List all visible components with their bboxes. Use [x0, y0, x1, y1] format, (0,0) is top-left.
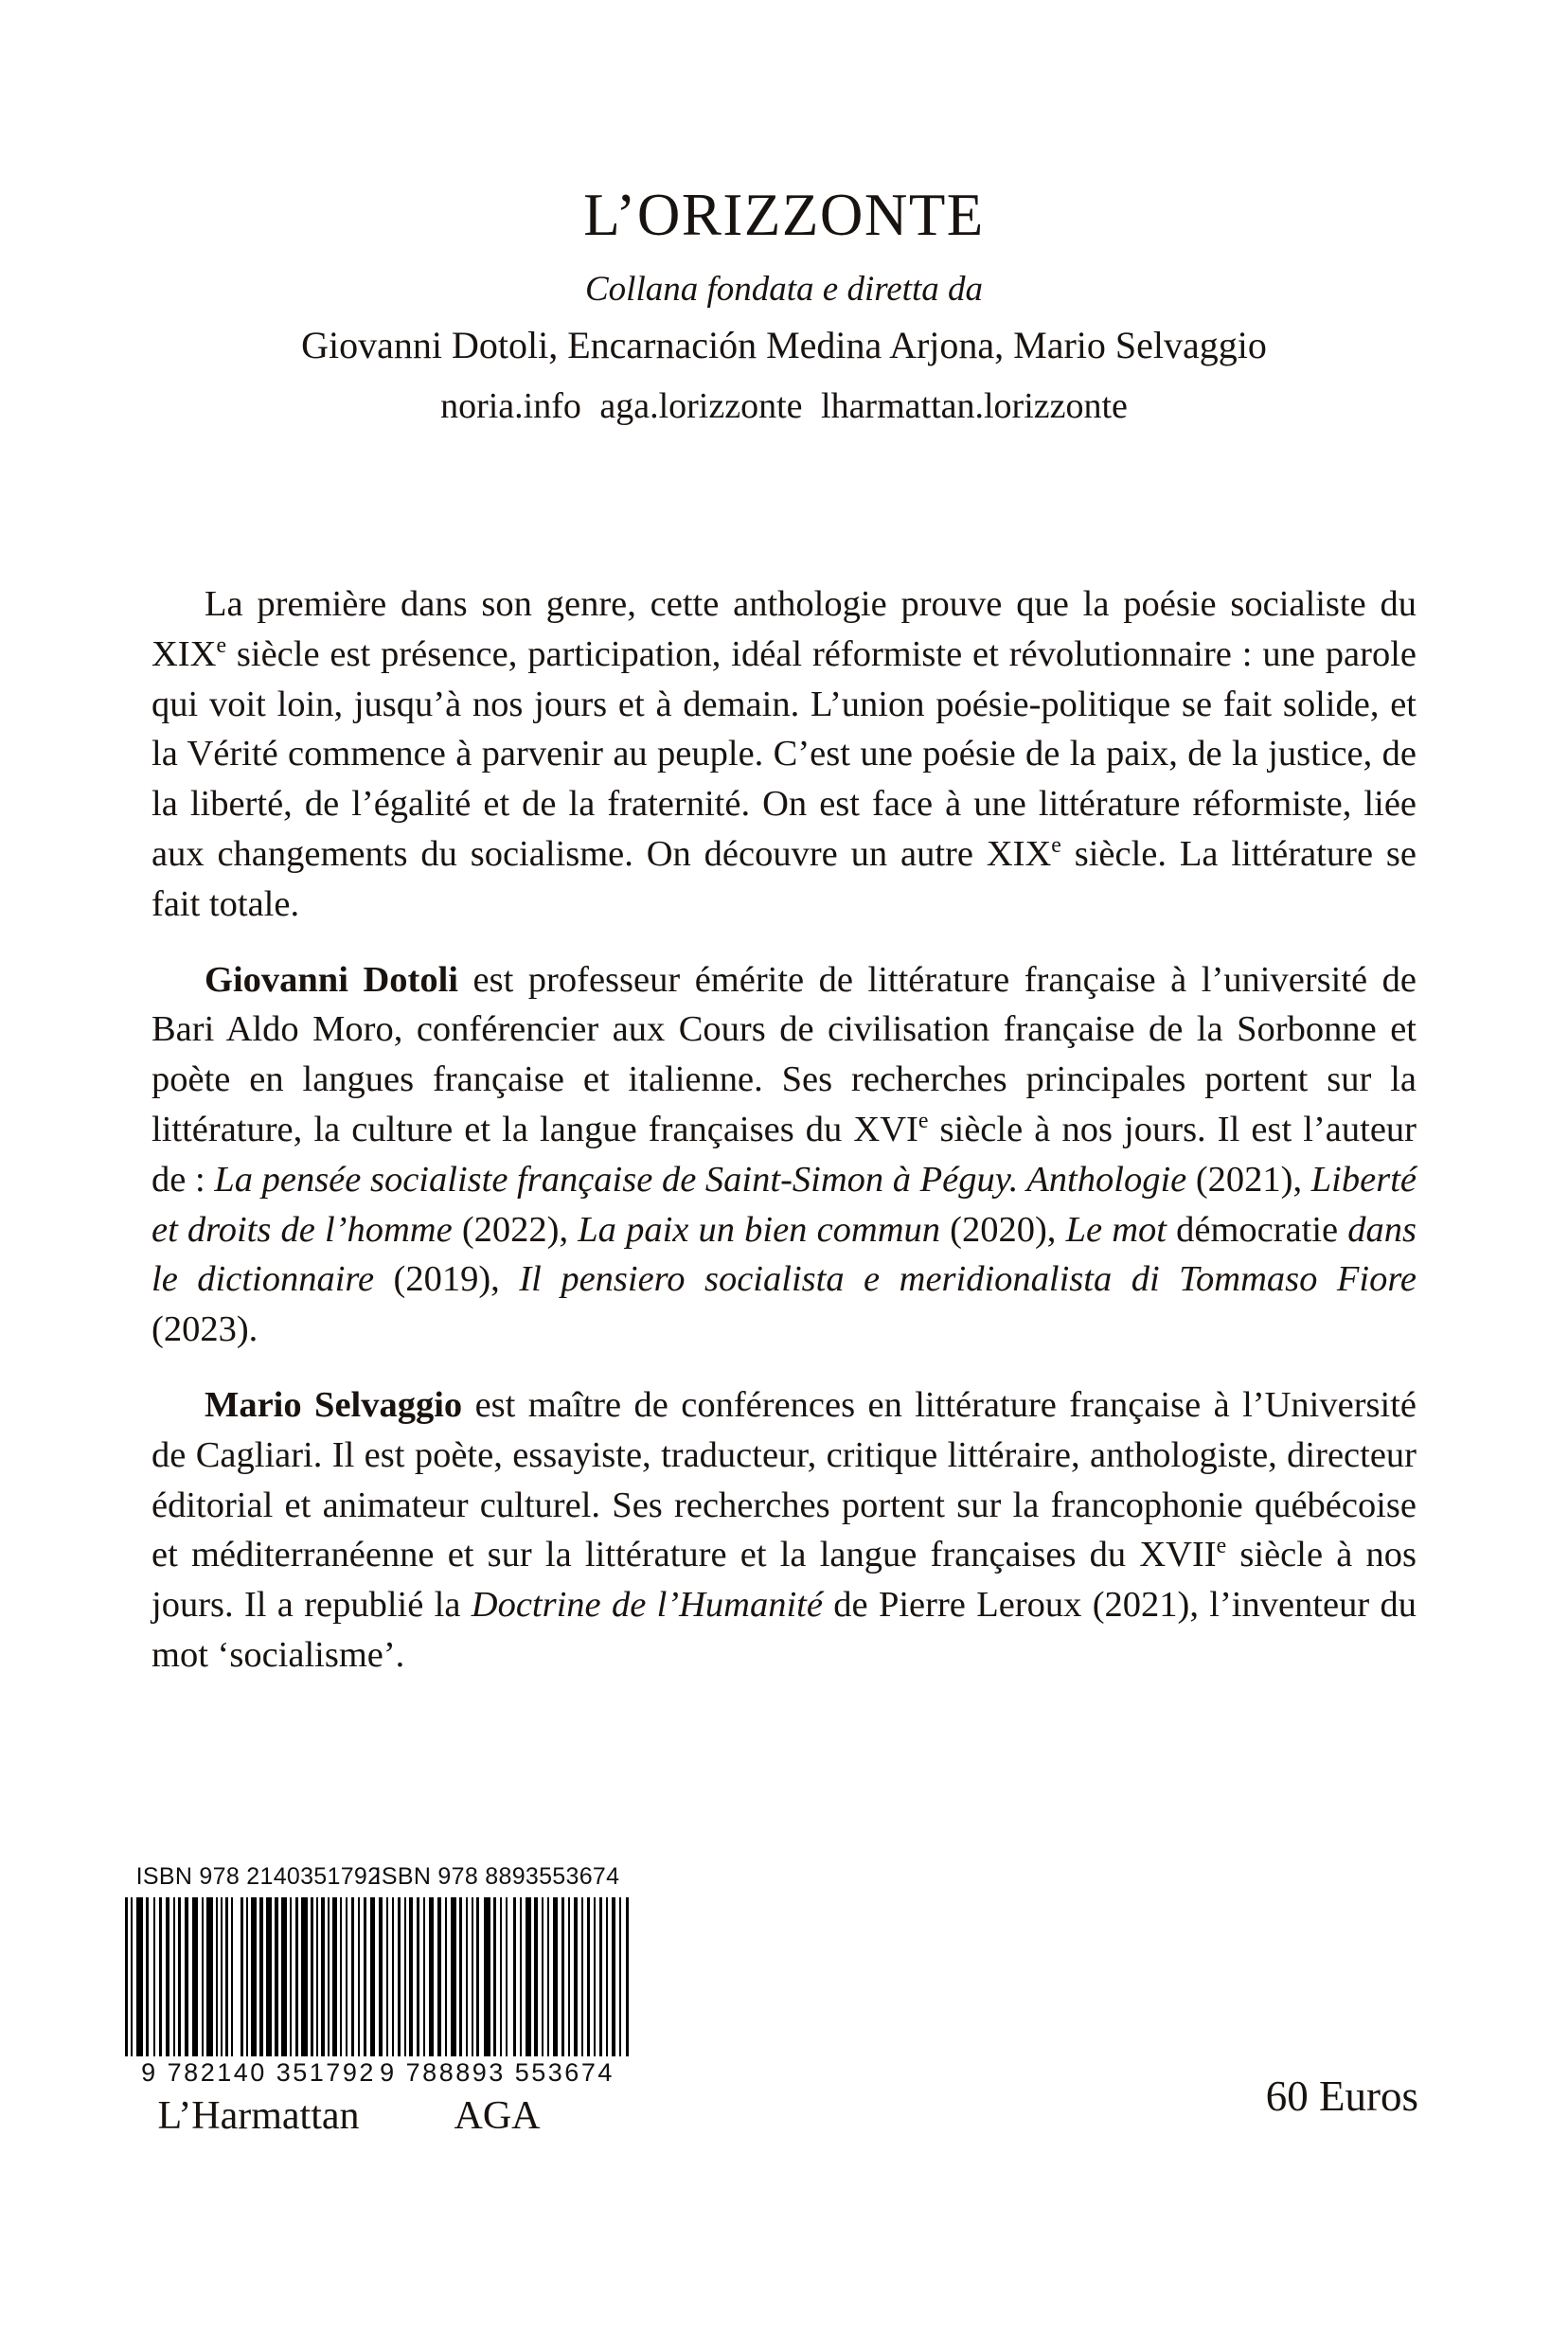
blurb-sup-2: e	[1051, 833, 1061, 859]
bio-dotoli-name: Giovanni Dotoli	[205, 959, 458, 1000]
bio-dotoli-title-2: Liberté et droits de l’homme	[151, 1159, 1417, 1250]
bio-dotoli-year-2: (2022),	[452, 1209, 579, 1250]
bio-dotoli-title-3: La paix un bien commun	[578, 1209, 941, 1250]
bio-dotoli-sup-1: e	[918, 1109, 929, 1134]
bio-dotoli-paragraph	[151, 955, 1417, 1355]
bio-dotoli-year-4: (2019),	[374, 1259, 520, 1300]
bio-selvaggio-text-a: est maître de conférences en littérature française à l’Université de Cagliari. Il est poète, essayiste, traducteur, critique littéraire, anthologiste, directeur éditorial et animateur culturel. Ses recherches portent sur la francophonie québécoise et méditerranéenne et sur la littérature et la langue françaises du XVII	[151, 1384, 1417, 1575]
footer-zone	[0, 1856, 1568, 2348]
blurb-text-a: La première dans son genre, cette anthologie prouve que la poésie socialiste du XIX	[151, 584, 1417, 674]
ean-digits: 9 782140 351792	[141, 2058, 376, 2087]
barcode-image	[360, 1897, 634, 2056]
back-cover-text	[151, 579, 1417, 1681]
price-label: 60 Euros	[1265, 2072, 1418, 2120]
bio-selvaggio-text-b: siècle à nos jours. Il a republié la	[151, 1535, 1417, 1626]
bio-dotoli-year-1: (2021),	[1186, 1159, 1311, 1200]
publisher-name-harmattan: L’Harmattan	[157, 2094, 360, 2138]
bio-dotoli-title-4a: Le mot	[1065, 1209, 1177, 1250]
isbn-label: ISBN 978 2140351792	[135, 1863, 382, 1890]
series-header	[0, 182, 1568, 428]
bio-dotoli-text-b: siècle à nos jours. Il est l’auteur de :	[151, 1109, 1417, 1200]
bio-selvaggio-sup-1: e	[1216, 1534, 1227, 1559]
series-links: noria.info aga.lorizzonte lharmattan.lorizzonte	[440, 386, 1128, 426]
series-editors: Giovanni Dotoli, Encarnación Medina Arjona, Mario Selvaggio	[301, 324, 1267, 366]
bio-selvaggio-text-c: de Pierre Leroux (2021), l’inventeur du mot ‘socialisme’.	[151, 1585, 1417, 1675]
blurb-paragraph	[151, 579, 1417, 930]
ean-digits: 9 788893 553674	[380, 2058, 615, 2087]
bio-dotoli-title-4b: dans le dictionnaire	[151, 1209, 1417, 1300]
bio-selvaggio-paragraph	[151, 1380, 1417, 1681]
series-founded-by-label: Collana fondata e diretta da	[584, 270, 983, 309]
blurb-sup-1: e	[216, 632, 227, 658]
bio-selvaggio-title-1: Doctrine de l’Humanité	[471, 1585, 823, 1626]
bio-dotoli-title-5: Il pensiero socialista e meridionalista di Tommaso Fiore	[519, 1259, 1417, 1300]
barcode-image	[121, 1897, 396, 2056]
isbn-label: ISBN 978 8893553674	[374, 1863, 620, 1890]
bio-dotoli-year-3: (2020),	[940, 1209, 1066, 1250]
bio-dotoli-title-1: La pensée socialiste française de Saint-Simon à Péguy. Anthologie	[214, 1159, 1187, 1200]
bio-dotoli-text-a: est professeur émérite de littérature française à l’université de Bari Aldo Moro, conférencier aux Cours de civilisation française de la Sorbonne et poète en langues française et italienne. Ses recherches principales portent sur la littérature, la culture et la langue françaises du XVI	[151, 959, 1417, 1149]
blurb-text-c: siècle. La littérature se fait totale.	[151, 833, 1417, 924]
barcode-block-aga	[360, 1863, 634, 2139]
bio-dotoli-title-4-roman: démocratie	[1176, 1209, 1339, 1250]
bio-dotoli-year-5: (2023).	[151, 1309, 258, 1350]
blurb-text-b: siècle est présence, participation, idéal réformiste et révolutionnaire : une parole qui voit loin, jusqu’à nos jours et à demain. L’union poésie-politique se fait solide, et la Vérité commence à parvenir au peuple. C’est une poésie de la paix, de la justice, de la liberté, de l’égalité et de la fraternité. On est face à une littérature réformiste, liée aux changements du socialisme. On découvre un autre XIX	[151, 633, 1417, 874]
barcode-block-harmattan	[121, 1863, 396, 2139]
series-title: L’ORIZZONTE	[583, 182, 985, 248]
bio-selvaggio-name: Mario Selvaggio	[205, 1384, 463, 1425]
publisher-name-aga: AGA	[454, 2094, 541, 2138]
